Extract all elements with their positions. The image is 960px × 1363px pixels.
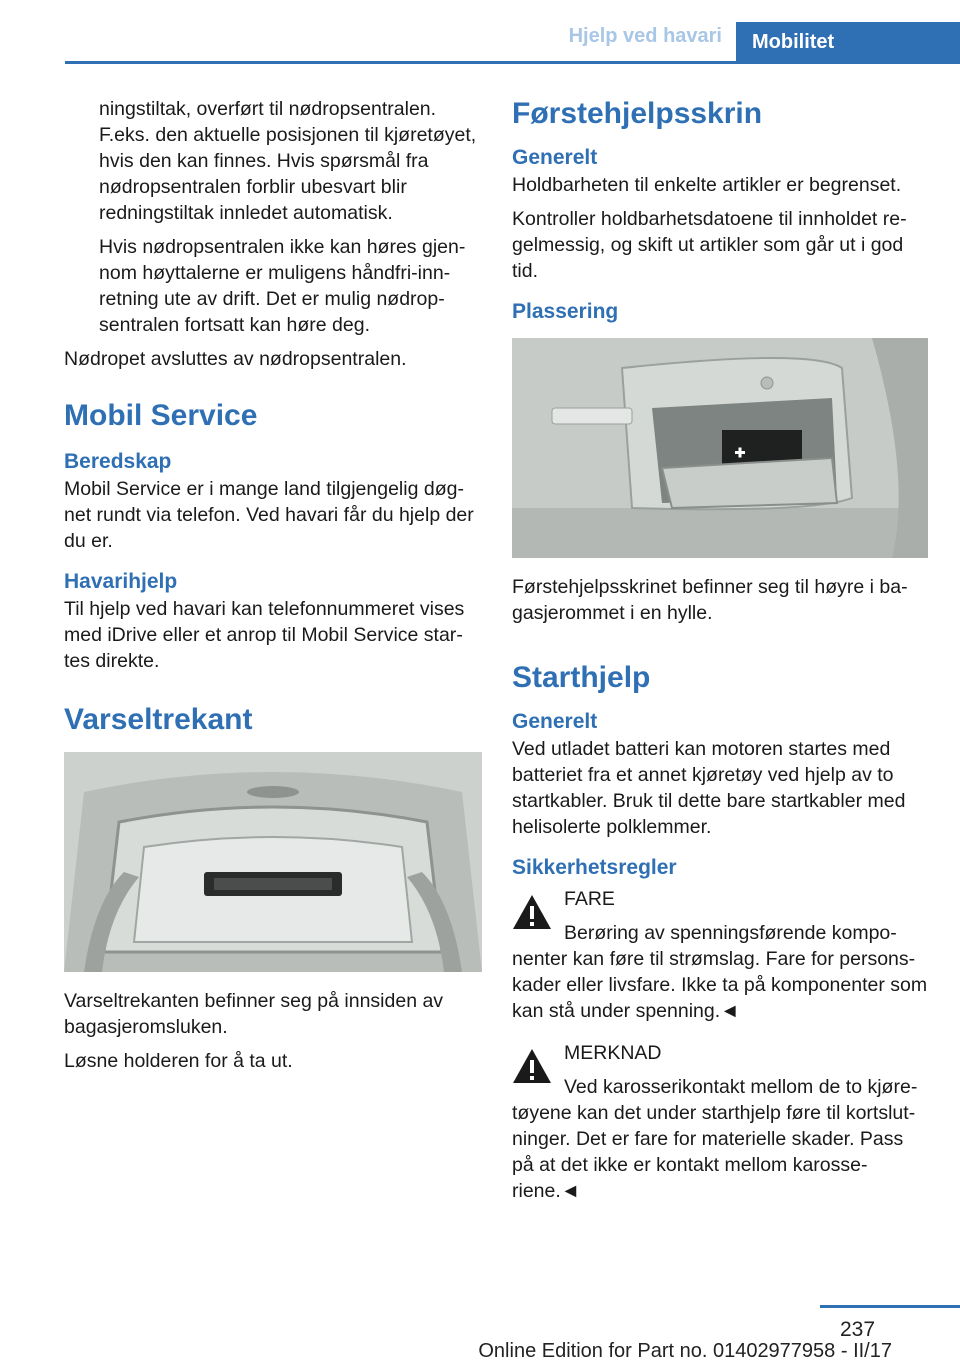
havarihjelp-heading: Havarihjelp [64,570,178,593]
plassering-heading: Plassering [512,300,619,323]
left-column [64,96,482,1082]
continued-paragraph-1: ningstiltak, overført til nødropsentralen. F.eks. den aktuelle posisjonen til kjøretøyet, hvis den kan finnes. Hvis spørsmål fra nødropsentralen forblir ubesvart blir redningstiltak innledet automatisk. [99,98,477,224]
warning-fare [512,886,928,1024]
warning-fare-label: FARE [564,888,615,910]
footer-rule [820,1305,960,1308]
beredskap-heading: Beredskap [64,450,172,473]
header-rule [65,61,960,64]
warning-triangle-icon [512,894,552,930]
continued-paragraph-3: Nødropet avsluttes av nødropsentralen. [64,348,407,370]
varseltrekant-text: Løsne holderen for å ta ut. [64,1050,293,1072]
sikkerhetsregler-heading: Sikkerhetsregler [512,856,677,879]
trunk-lid-image [64,752,482,972]
warning-merknad-label: MERKNAD [564,1042,662,1064]
warning-merknad [512,1040,928,1204]
beredskap-text: Mobil Service er i mange land tilgjengelig døgnet rundt via telefon. Ved havari får du hjelp der du er. [64,478,474,552]
section-tab: Hjelp ved havari [568,25,722,47]
page-header [0,0,960,62]
generelt-heading-2: Generelt [512,710,598,733]
generelt-text-2: Kontroller holdbarhetsdatoene til innholdet regelmessig, og skift ut artikler som går ut i god tid. [512,208,907,282]
mobil-service-heading: Mobil Service [64,399,258,432]
chapter-tab: Mobilitet [736,22,960,62]
varseltrekant-heading: Varseltrekant [64,703,253,736]
edition-note: Online Edition for Part no. 01402977958 - II/17 [478,1340,892,1362]
first-aid-kit-image [512,338,928,558]
generelt-heading-1: Generelt [512,146,598,169]
starthjelp-generelt-text: Ved utladet batteri kan motoren startes med batteriet fra et annet kjøretøy ved hjelp av to startkabler. Bruk til dette bare startkabler med helisolerte polklemmer. [512,738,906,838]
generelt-text-1: Holdbarheten til enkelte artikler er begrenset. [512,174,902,196]
continued-paragraph-2: Hvis nødropsentralen ikke kan høres gjennom høyttalerne er muligens håndfri-innretning ute av drift. Det er mulig nødropsentralen fortsatt kan høre deg. [99,236,466,336]
starthjelp-heading: Starthjelp [512,661,651,694]
havarihjelp-text: Til hjelp ved havari kan telefonnummeret vises med iDrive eller et anrop til Mobil Service startes direkte. [64,598,465,672]
varseltrekant-caption: Varseltrekanten befinner seg på innsiden av bagasjeromsluken. [64,990,444,1038]
plassering-caption: Førstehjelpsskrinet befinner seg til høyre i bagasjerommet i en hylle. [512,576,908,624]
warning-triangle-icon [512,1048,552,1084]
warning-merknad-text: Ved karosserikontakt mellom de to kjøretøyene kan det under starthjelp føre til kortslutninger. Det er fare for materielle skader. Pass på at det ikke er kontakt mellom karosseriene.◄ [512,1076,918,1202]
warning-fare-text: Berøring av spenningsførende komponenter kan føre til strømslag. Fare for personskader eller livsfare. Ikke ta på komponenter som kan stå under spenning.◄ [512,922,928,1022]
right-column [512,96,928,1212]
page-number: 237 [840,1318,876,1341]
forstehjelpsskrin-heading: Førstehjelpsskrin [512,97,763,130]
